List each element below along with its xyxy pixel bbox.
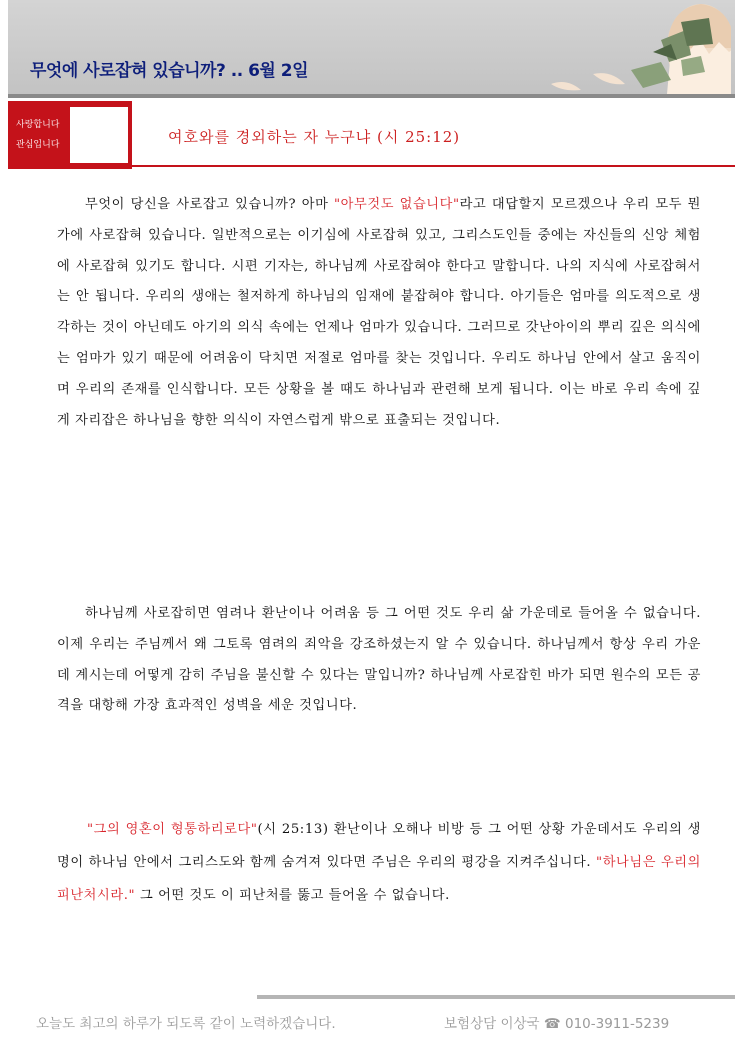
p3-after: 그 어떤 것도 이 피난처를 뚫고 들어올 수 없습니다. <box>135 888 450 903</box>
broken-eggshell-money-illustration <box>511 0 731 94</box>
header-divider <box>8 94 735 98</box>
banner-label-love: 사랑합니다 <box>16 120 60 130</box>
paragraph-2: 하나님께 사로잡히면 염려나 환난이나 어려움 등 그 어떤 것도 우리 삶 가운데로 들어올 수 없습니다. 이제 우리는 주님께서 왜 그토록 염려의 죄악을 강조하셨는지 알 수 있습니다. 하나님께서 항상 우리 가운데 계시는데 어떻게 감히 주님을 불신할 수 있다는 말입니까? 하나님께 사로잡힌 바가 되면 원수의 모든 공격을 대항해 가장 효과적인 성벽을 세운 것입니다. <box>57 606 701 714</box>
p3-ref: (시 25:13) <box>257 822 329 837</box>
footer-contact: 보험상담 이상국 ☎ 010-3911-5239 <box>444 1016 670 1032</box>
p1-after: 라고 대답할지 모르겠으나 우리 모두 뭔가에 사로잡혀 있습니다. 일반적으로는 이기심에 사로잡혀 있고, 그리스도인들 중에는 자신들의 신앙 체험에 사로잡혀 있기도 합니다. 시편 기자는, 하나님께 사로잡혀야 한다고 말합니다. 나의 지식에 사로잡혀서는 안 됩니다. 우리의 생애는 철저하게 하나님의 임재에 붙잡혀야 합니다. 아기들은 엄마를 의도적으로 생각하는 것이 아닌데도 아기의 의식 속에는 언제나 엄마가 있습니다. 그러므로 갓난아이의 뿌리 깊은 의식에는 엄마가 있기 때문에 어려움이 닥치면 저절로 엄마를 찾는 것입니다. 우리도 하나님 안에서 살고 움직이며 우리의 존재를 인식합니다. 모든 상황을 볼 때도 하나님과 관련해 보게 됩니다. 이는 바로 우리 속에 깊게 자리잡은 하나님을 향한 의식이 자연스럽게 밖으로 표출되는 것입니다. <box>57 197 701 428</box>
footer <box>36 1012 716 1032</box>
header-bar <box>8 0 735 94</box>
p1-before: 무엇이 당신을 사로잡고 있습니까? 아마 <box>85 197 335 212</box>
banner-white-box <box>70 107 128 163</box>
p3-highlight: "하나님은 우리의 피난처시라." <box>57 855 701 903</box>
footer-motto: 오늘도 최고의 하루가 되도록 같이 노력하겠습니다. <box>36 1016 336 1032</box>
banner-label-care: 관심입니다 <box>16 140 60 150</box>
paragraph-3 <box>57 813 701 912</box>
banner-underline <box>132 165 735 167</box>
p1-highlight: "아무것도 없습니다" <box>334 197 460 212</box>
verse-banner <box>8 101 735 169</box>
verse-title <box>168 126 460 147</box>
banner-red-block <box>8 101 132 169</box>
p3-quote: "그의 영혼이 형통하리로다" <box>87 822 258 837</box>
page-title: 무엇에 사로잡혀 있습니까? .. 6월 2일 <box>30 61 309 81</box>
footer-divider <box>257 995 735 999</box>
verse-reference: (시 25:12) <box>376 128 461 146</box>
paragraph-1 <box>57 190 701 436</box>
p3-middle: 환난이나 오해나 비방 등 그 어떤 상황 가운데서도 우리의 생명이 하나님 안에서 그리스도와 함께 숨겨져 있다면 주님은 우리의 평강을 지켜주십니다. <box>57 822 701 870</box>
verse-title-text: 여호와를 경외하는 자 누구냐 <box>168 128 372 146</box>
